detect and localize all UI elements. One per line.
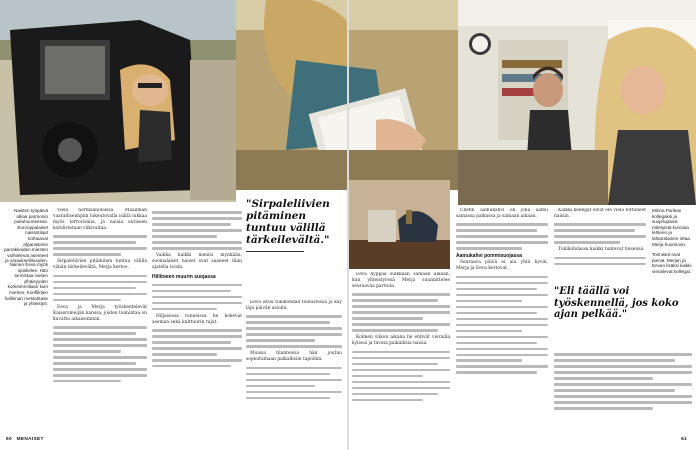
paragraph: Hiljaisissa tunneissa he kokevat aseman sekä kulttuurin rajat. bbox=[152, 313, 242, 325]
right-col-2 bbox=[456, 208, 548, 434]
paragraph: Chefin aamukahvi on joka aamu samassa paikassa ja samaan aikaan. bbox=[456, 208, 548, 219]
pullquote-text: "Sirpaleliivien pitäminen tuntuu välillä tärkeilevältä." bbox=[246, 198, 330, 246]
right-col-1 bbox=[352, 272, 450, 434]
paragraph: Eeva istuu tukikohdan toimistossa ja käy läpi päivän asioita. bbox=[246, 300, 342, 311]
pullquote-text: "Eli täällä voi työskennellä, jos koko ajan pelkää." bbox=[554, 286, 679, 320]
caption-right-2: Toimistot ovat pieniä. Merjan ja Eevan lisäksi kaikki vierailevat kollegat. bbox=[652, 252, 692, 274]
page-number: 61 bbox=[681, 437, 687, 442]
folio-right bbox=[681, 437, 690, 442]
paragraph: Eeva hyppää sulkkaan samaan aikaan, kun yhteistyössä Merja suunnittelee seuraavaa partiota. bbox=[352, 272, 450, 289]
photo-office-women bbox=[458, 0, 696, 205]
pullquote-left bbox=[246, 198, 342, 257]
paragraph: Vielä normaalioloissa. Maailman vaaralliseimpiin lukeutuvalla isällä lukkaa myös terrorismia, ja naisia uutiseen kohdistetaan väkivaltaa. bbox=[53, 208, 147, 231]
page-number: 60 bbox=[6, 437, 12, 442]
magazine-name: MENAISET bbox=[16, 437, 44, 442]
paragraph: Tukikohdassa kaikki tuntevat toisensa. bbox=[558, 247, 645, 253]
page-gutter bbox=[347, 0, 349, 450]
left-col-2 bbox=[152, 208, 242, 434]
folio-left bbox=[6, 437, 44, 442]
pullquote-right bbox=[554, 286, 692, 321]
paragraph: Vaikka kaikki menisi mynkään, suomalaiset naiset ovat saaneet tilan ajatella toisin. bbox=[152, 253, 242, 271]
paragraph: Seuraava päivä ei ala yhtä hyvin, Merja ja Eeva kertovat. bbox=[456, 260, 548, 272]
left-col-3 bbox=[246, 300, 342, 434]
paragraph: Eeva ja Merja työskentelevät Kaisersmeijän kanssa, joiden toimintaa on kuvattu aikaisemmin. bbox=[53, 304, 147, 322]
paragraph: Sirpaleliivien pitäminen tuntuu välillä vähän tärkeilevältä, Merja kertoo. bbox=[53, 259, 147, 271]
caption-left-2: Nainen Eeva myös opiskelee. Hän tunnistaa naisen ylhäisyyden korkeimmillaan kuin miehen. Konfliktien hallinnan mestaritaso ja yhteistyö. bbox=[4, 262, 48, 307]
paragraph: Kolmen viikon aikana he ehtivät vierailla kylissä ja tavata paikallisia naisia. bbox=[352, 335, 450, 347]
right-col-4 bbox=[554, 350, 692, 434]
right-col-3 bbox=[554, 208, 646, 268]
caption-left: Naisten työpäivä alkaa parroonin pukuhuoneessa. Eurooppalaiset naissotilaat kohtaavat afganistanin parrakkaiden miesten vaihtelevat asenteet ja varauksellisuuden. bbox=[4, 208, 48, 264]
left-col-1 bbox=[53, 208, 147, 434]
paragraph: Muissa tilanteissa hän joutuu sopeutumaan paikallisiin tapoihin. bbox=[246, 351, 342, 363]
photo-shelf-object bbox=[348, 180, 450, 269]
photo-suv-woman bbox=[0, 0, 236, 202]
section-heading: Hiilitoeen muurin suojassa bbox=[152, 274, 216, 281]
caption-right: Minna Parikan kollegaksi ja suojelupäivä nöletyistä kunniaa lehteen ja lahtaralainen ottaa Merja huomioon. bbox=[652, 208, 690, 247]
section-heading: Aamukahvi pommisuojassa bbox=[456, 253, 522, 260]
paragraph: Kaikki kollegat eivät ole vielä tottuneet naisiin. bbox=[554, 208, 646, 219]
